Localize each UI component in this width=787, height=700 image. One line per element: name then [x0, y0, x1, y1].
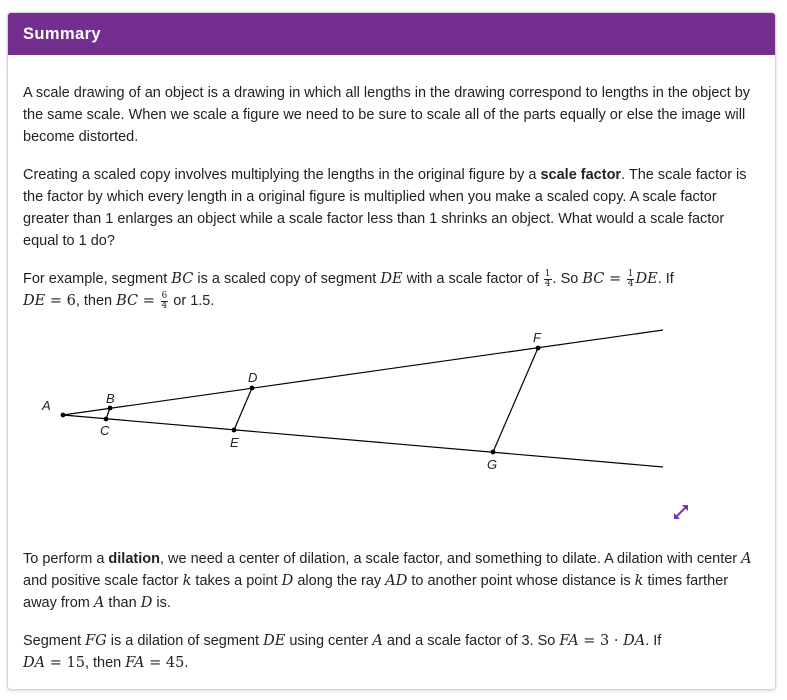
point-b — [108, 406, 113, 411]
math-de: DE — [263, 633, 286, 649]
math-fg: FG — [85, 633, 107, 649]
p4-text-6: to another point whose distance is — [407, 573, 635, 589]
fraction-one-quarter — [544, 270, 552, 289]
math-equals-three-times: = 3 · — [578, 633, 624, 649]
expand-icon[interactable] — [671, 502, 691, 522]
math-k: k — [182, 573, 192, 589]
point-c — [104, 417, 109, 422]
label-f: F — [533, 330, 541, 345]
p5-text-2: is a dilation of segment — [106, 633, 264, 649]
math-d: D — [281, 573, 294, 589]
p1-text: A scale drawing of an object is a drawing in which all lengths in the drawing correspond to lengths in the object by the same scale. When we scale a figure we need to be sure to scale all of the parts equally or else the image will become distorted. — [23, 85, 751, 145]
p4-text-5: along the ray — [293, 573, 386, 589]
p4-text-3: and positive scale factor — [23, 573, 183, 589]
math-fa: FA — [125, 655, 145, 671]
p3-text-2: is a scaled copy of segment — [193, 271, 381, 287]
math-k: k — [634, 573, 644, 589]
math-ad: AD — [385, 573, 408, 589]
point-d — [250, 386, 255, 391]
fraction-denominator: 4 — [161, 300, 168, 311]
segment-de — [234, 388, 252, 430]
math-equals: = — [604, 271, 626, 287]
paragraph-example — [23, 268, 760, 312]
summary-card — [7, 12, 776, 690]
summary-content — [8, 55, 775, 674]
p3-text-5: . If — [657, 271, 674, 287]
diagram-points — [61, 346, 541, 455]
math-equals-fifteen: = 15 — [45, 655, 85, 671]
fraction-six-quarters — [161, 292, 169, 311]
p5-text-1: Segment — [23, 633, 86, 649]
p3-text-6: , then — [75, 293, 117, 309]
label-d: D — [248, 370, 258, 385]
paragraph-dilation — [23, 548, 760, 614]
expand-arrows-icon — [671, 502, 691, 522]
p4-text-8: than — [104, 595, 141, 611]
label-g: G — [487, 457, 498, 472]
math-equals-six: = 6 — [45, 293, 76, 309]
fraction-one-quarter — [627, 270, 635, 289]
fraction-numerator: 1 — [627, 268, 634, 279]
ray-ad — [63, 330, 663, 415]
math-de: DE — [380, 271, 403, 287]
fraction-numerator: 1 — [544, 268, 551, 279]
p3-text-1: For example, segment — [23, 271, 172, 287]
point-a — [61, 413, 66, 418]
math-da: DA — [23, 655, 46, 671]
math-de: DE — [635, 271, 658, 287]
math-a: A — [372, 633, 383, 649]
diagram-lines — [63, 330, 663, 467]
diagram-labels — [41, 330, 542, 472]
p3-text-4: . So — [552, 271, 583, 287]
label-e: E — [230, 435, 239, 450]
paragraph-scale-drawing — [23, 82, 760, 148]
point-g — [491, 450, 496, 455]
label-a: A — [42, 398, 51, 413]
p5-text-7: . — [184, 655, 189, 671]
summary-title: Summary — [23, 24, 102, 43]
dilation-figure — [23, 328, 760, 548]
math-da: DA — [623, 633, 646, 649]
math-equals: = — [138, 293, 160, 309]
label-b: B — [106, 391, 115, 406]
term-scale-factor: scale factor — [540, 167, 622, 183]
fraction-numerator: 6 — [161, 290, 168, 301]
point-e — [232, 428, 237, 433]
math-de: DE — [23, 293, 46, 309]
fraction-denominator: 4 — [544, 278, 551, 289]
math-a: A — [93, 595, 105, 611]
math-a: A — [741, 551, 752, 567]
math-fa: FA — [559, 633, 579, 649]
math-bc: BC — [171, 271, 194, 287]
summary-header — [8, 13, 775, 55]
math-bc: BC — [116, 293, 139, 309]
p3-text-7: or 1.5. — [169, 293, 215, 309]
p2-text-2: . The scale factor is the factor by which every length in a original figure is multiplied when you make a scaled copy. A scale factor greater than 1 enlarges an object while a scale factor less than 1 shrinks an object. What would a scale factor equal to 1 do? — [23, 167, 747, 249]
label-c: C — [100, 423, 110, 438]
p4-text-4: takes a point — [191, 573, 282, 589]
p3-text-3: with a scale factor of — [402, 271, 543, 287]
p4-text-2: , we need a center of dilation, a scale factor, and something to dilate. A dilation with center — [159, 551, 742, 567]
segment-fg — [493, 348, 538, 452]
p4-text-7: times farther away from — [23, 573, 729, 611]
math-equals-forty-five: = 45 — [144, 655, 185, 671]
p4-text-1: To perform a — [23, 551, 109, 567]
ray-ae — [63, 415, 663, 467]
p4-text-9: is. — [152, 595, 171, 611]
point-f — [536, 346, 541, 351]
term-dilation: dilation — [108, 551, 160, 567]
p5-text-6: , then — [84, 655, 126, 671]
math-d: D — [140, 595, 153, 611]
math-bc: BC — [582, 271, 605, 287]
p2-text-1: Creating a scaled copy involves multiplying the lengths in the original figure by a — [23, 167, 541, 183]
paragraph-scale-factor — [23, 164, 760, 252]
p5-text-3: using center — [285, 633, 373, 649]
fraction-denominator: 4 — [627, 278, 634, 289]
p5-text-4: and a scale factor of 3. So — [382, 633, 560, 649]
dilation-diagram — [23, 328, 763, 548]
p5-text-5: . If — [645, 633, 662, 649]
paragraph-segment-fg — [23, 630, 760, 674]
